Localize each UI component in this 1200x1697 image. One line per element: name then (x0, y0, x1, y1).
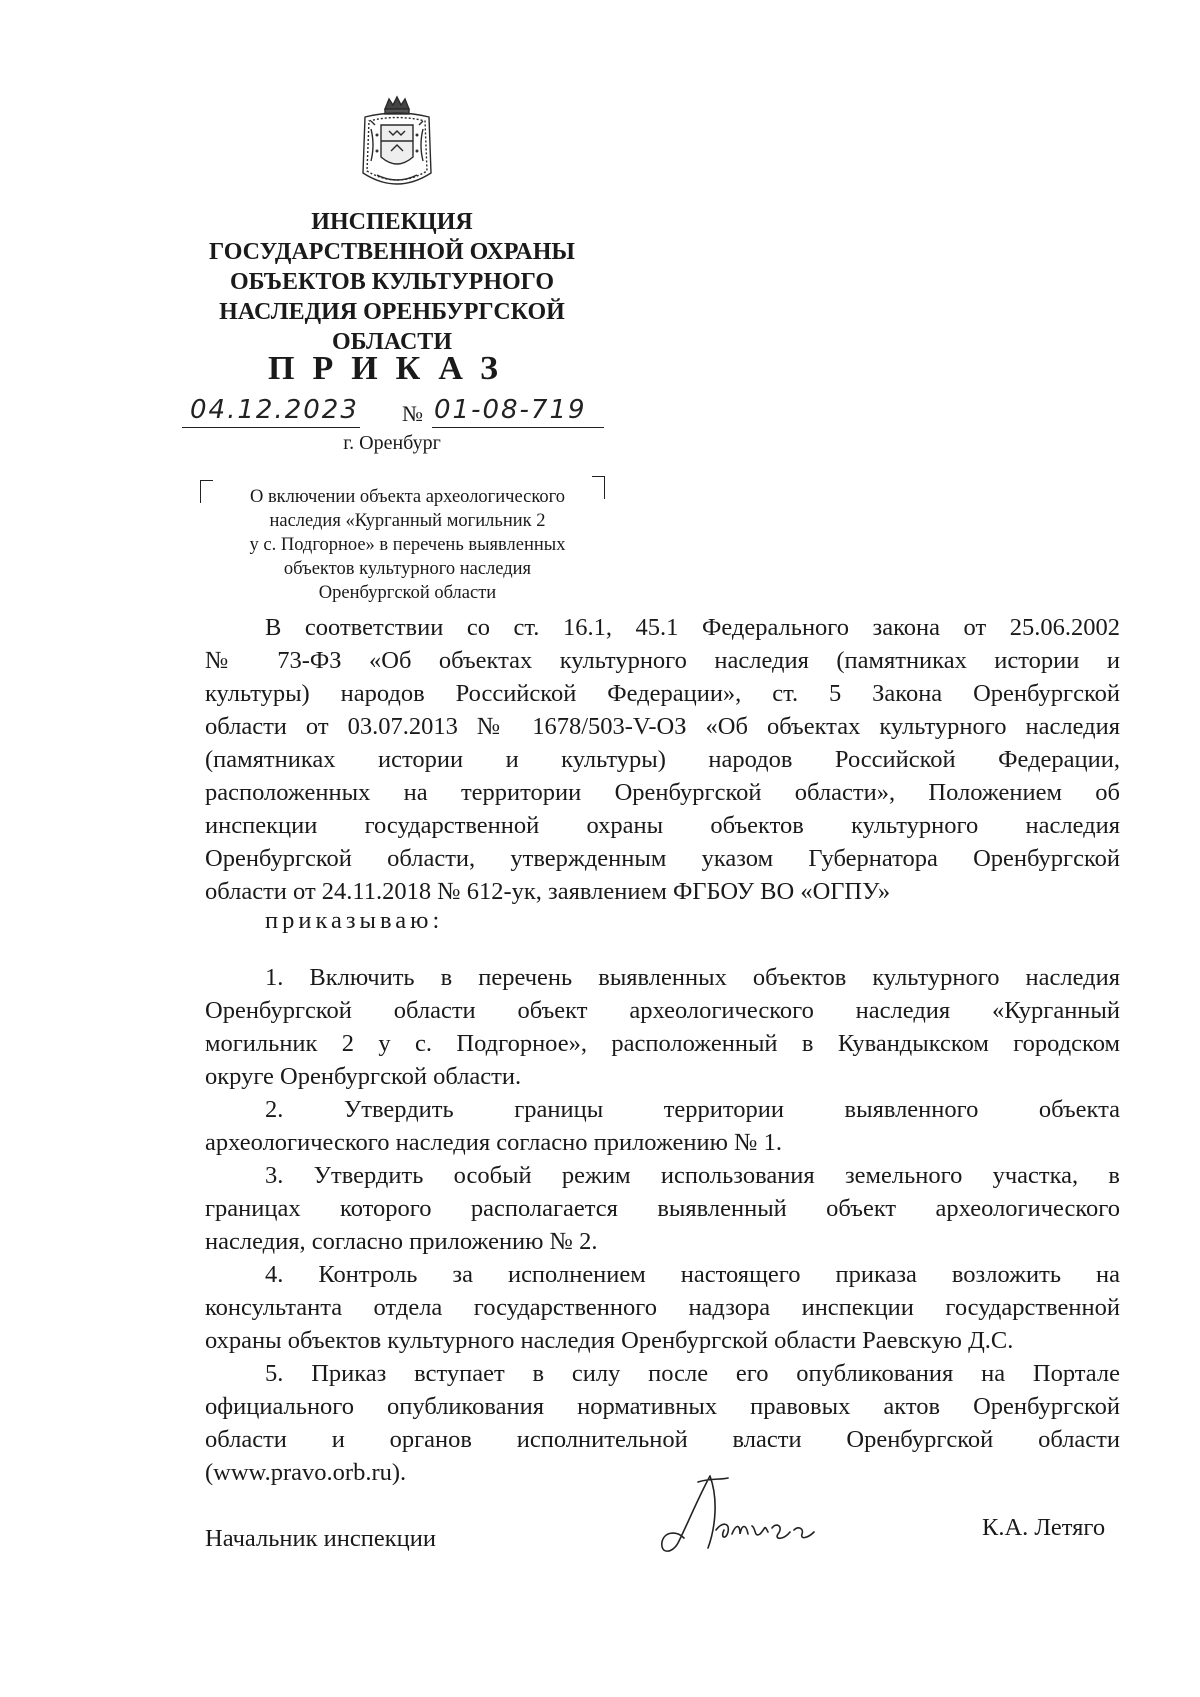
organization-line: ОБЛАСТИ (332, 329, 452, 355)
document-date: 04.12.2023 (190, 395, 359, 425)
organization-line: ГОСУДАРСТВЕННОЙ ОХРАНЫ (209, 239, 575, 265)
item-5-line: области и органов исполнительной власти Оренбургской области (205, 1426, 1120, 1453)
subject-line: у с. Подгорное» в перечень выявленных (249, 535, 566, 555)
preamble-line: области от 03.07.2013 № 1678/503-V-ОЗ «Об объектах культурного наследия (205, 713, 1120, 740)
date-underline (182, 427, 360, 428)
document-number: 01-08-719 (434, 395, 587, 425)
number-underline (432, 427, 604, 428)
preamble-line: В соответствии со ст. 16.1, 45.1 Федерального закона от 25.06.2002 (265, 614, 1120, 641)
signatory-name: К.А. Летяго (982, 1514, 1106, 1541)
preamble-line: Оренбургской области, утвержденным указом Губернатора Оренбургской (205, 845, 1120, 872)
preamble-line: области от 24.11.2018 № 612-ук, заявлением ФГБОУ ВО «ОГПУ» (205, 878, 891, 905)
subject-line: О включении объекта археологического (249, 487, 566, 507)
signatory-role: Начальник инспекции (205, 1525, 436, 1552)
item-1-line: Оренбургской области объект археологического наследия «Курганный (205, 997, 1120, 1024)
item-3-line: наследия, согласно приложению № 2. (205, 1228, 598, 1255)
preamble-line: (памятниках истории и культуры) народов Российской Федерации, (205, 746, 1120, 773)
item-1-line: округе Оренбургской области. (205, 1063, 522, 1090)
item-2-line: 2. Утвердить границы территории выявленного объекта (265, 1096, 1120, 1123)
orders-word: приказываю: (265, 907, 444, 934)
coat-of-arms-icon (355, 95, 439, 197)
item-1-line: 1. Включить в перечень выявленных объектов культурного наследия (265, 964, 1120, 991)
preamble-line: № 73-ФЗ «Об объектах культурного наследия (памятниках истории и (205, 647, 1120, 674)
organization-line: ОБЪЕКТОВ КУЛЬТУРНОГО (229, 269, 555, 295)
subject-line: Оренбургской области (318, 583, 497, 603)
preamble-line: расположенных на территории Оренбургской области», Положением об (205, 779, 1120, 806)
subject-line: наследия «Курганный могильник 2 (269, 511, 546, 531)
document-city: г. Оренбург (343, 432, 441, 454)
number-sign: № (402, 401, 423, 426)
item-5-line: официального опубликования нормативных правовых актов Оренбургской (205, 1393, 1120, 1420)
preamble-paragraph (205, 611, 1120, 908)
organization-line: НАСЛЕДИЯ ОРЕНБУРГСКОЙ (219, 299, 565, 325)
item-2-line: археологического наследия согласно приложению № 1. (205, 1129, 782, 1156)
handwritten-signature (658, 1468, 848, 1558)
item-3-line: границах которого располагается выявленный объект археологического (205, 1195, 1120, 1222)
item-1-line: могильник 2 у с. Подгорное», расположенный в Кувандыкском городском (205, 1030, 1120, 1057)
item-5-line: (www.pravo.orb.ru). (205, 1459, 407, 1486)
document-type-title: ПРИКАЗ (268, 350, 516, 387)
preamble-line: инспекции государственной охраны объектов культурного наследия (205, 812, 1120, 839)
item-5-line: 5. Приказ вступает в силу после его опубликования на Портале (265, 1360, 1120, 1387)
document-subject (210, 485, 605, 605)
organization-name (190, 207, 594, 357)
item-4-line: охраны объектов культурного наследия Оренбургской области Раевскую Д.С. (205, 1327, 1014, 1354)
preamble-line: культуры) народов Российской Федерации», ст. 5 Закона Оренбургской (205, 680, 1120, 707)
item-3-line: 3. Утвердить особый режим использования земельного участка, в (265, 1162, 1120, 1189)
date-number-line (182, 395, 612, 435)
organization-line: ИНСПЕКЦИЯ (311, 209, 473, 235)
subject-line: объектов культурного наследия (283, 559, 532, 579)
item-4-line: 4. Контроль за исполнением настоящего приказа возложить на (265, 1261, 1120, 1288)
order-items (205, 961, 1120, 1489)
item-4-line: консультанта отдела государственного надзора инспекции государственной (205, 1294, 1120, 1321)
